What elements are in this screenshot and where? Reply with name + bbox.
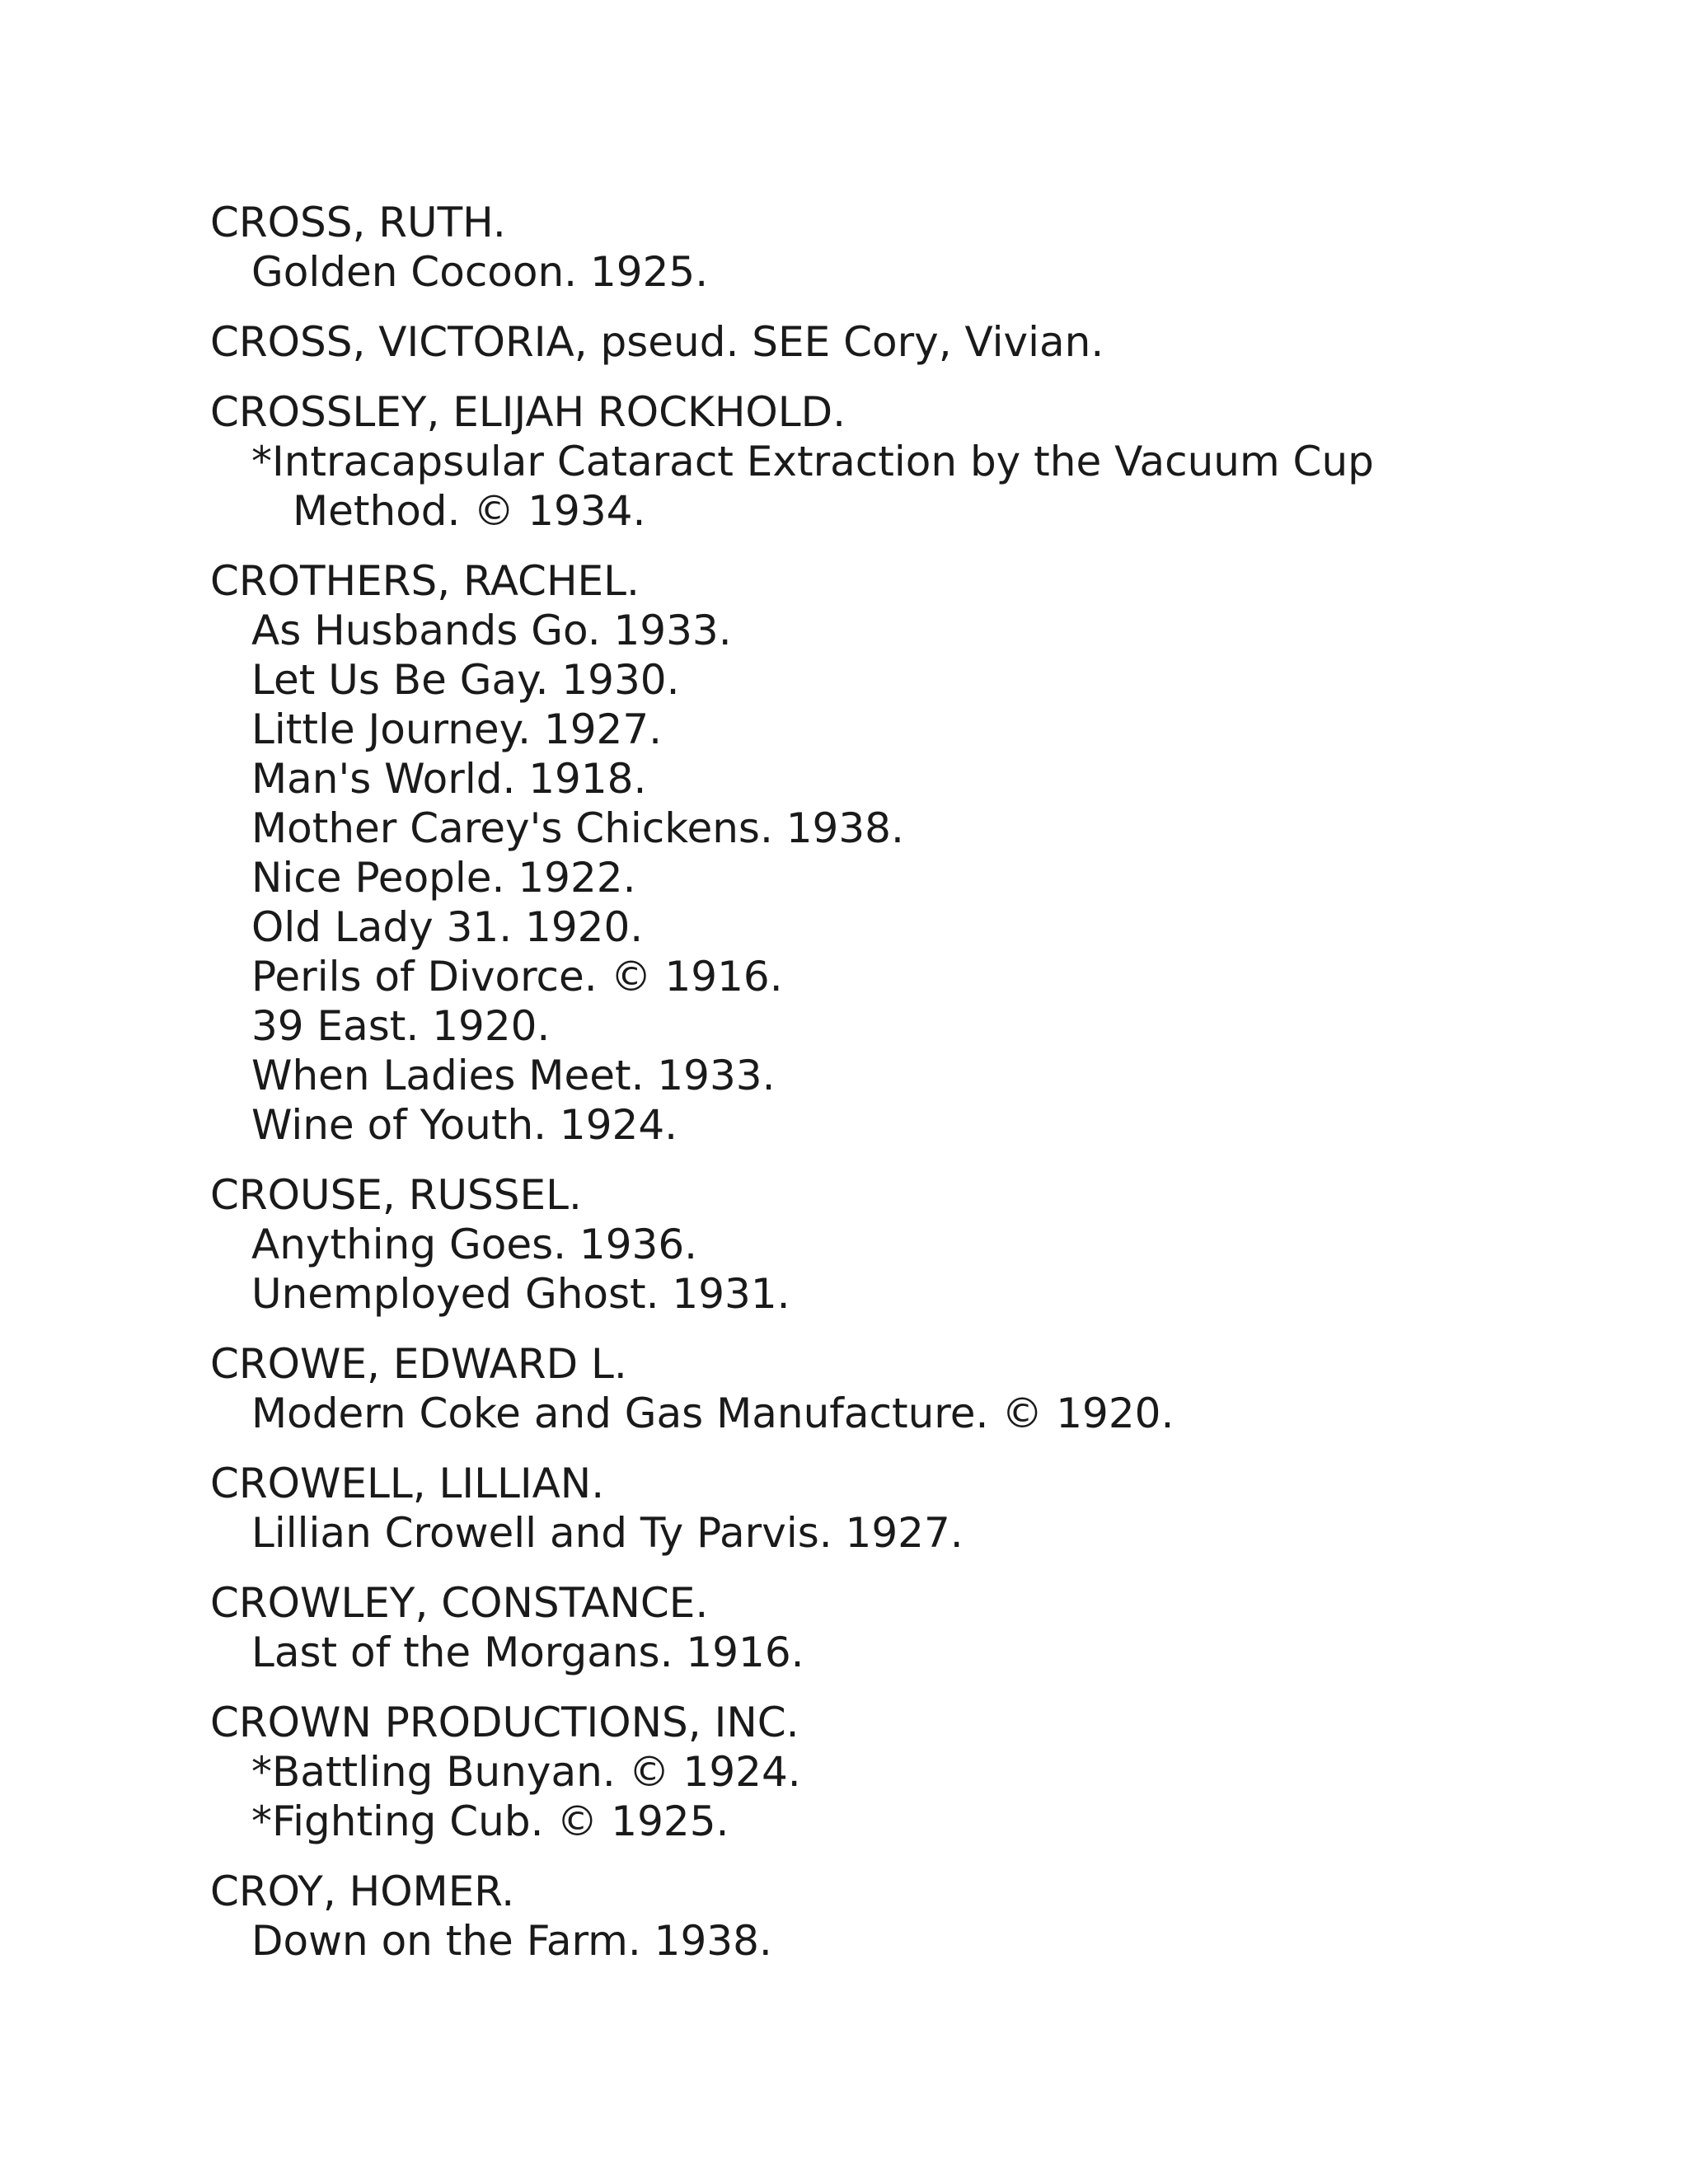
work-title: Unemployed Ghost. 1931. xyxy=(251,1270,790,1318)
work-list xyxy=(210,1747,1496,1846)
author-heading: CROSS, VICTORIA, pseud. SEE Cory, Vivian. xyxy=(210,318,1104,366)
work-list xyxy=(210,1628,1496,1677)
work-title: *Intracapsular Cataract Extraction by the Vacuum Cup Method. © 1934. xyxy=(251,438,1374,535)
author-heading: CROWLEY, CONSTANCE. xyxy=(210,1579,709,1627)
work-list xyxy=(210,1508,1496,1558)
author-entry xyxy=(210,387,1496,536)
author-entry xyxy=(210,1339,1496,1438)
work-list xyxy=(210,1916,1496,1966)
work-title: Old Lady 31. 1920. xyxy=(251,903,644,951)
work-title: 39 East. 1920. xyxy=(251,1002,551,1050)
work-title: *Battling Bunyan. © 1924. xyxy=(251,1748,801,1796)
author-entry xyxy=(210,1578,1496,1677)
work-title: Anything Goes. 1936. xyxy=(251,1221,698,1268)
work-title: When Ladies Meet. 1933. xyxy=(251,1052,776,1099)
work-title: Let Us Be Gay. 1930. xyxy=(251,656,680,704)
author-heading: CROWN PRODUCTIONS, INC. xyxy=(210,1699,799,1746)
work-title: Little Journey. 1927. xyxy=(251,705,663,753)
author-heading: CROY, HOMER. xyxy=(210,1868,515,1915)
author-heading: CROSS, RUTH. xyxy=(210,199,506,246)
author-entry xyxy=(210,1867,1496,1966)
work-title: Perils of Divorce. © 1916. xyxy=(251,953,783,1001)
work-title: Man's World. 1918. xyxy=(251,755,647,803)
author-entry-list xyxy=(210,198,1496,1986)
work-list xyxy=(210,247,1496,297)
work-title: As Husbands Go. 1933. xyxy=(251,607,732,654)
work-list xyxy=(210,1389,1496,1438)
author-heading: CROWE, EDWARD L. xyxy=(210,1340,627,1388)
author-entry xyxy=(210,1698,1496,1846)
author-heading: CROUSE, RUSSEL. xyxy=(210,1171,582,1219)
author-heading: CROSSLEY, ELIJAH ROCKHOLD. xyxy=(210,388,846,436)
work-title: Golden Cocoon. 1925. xyxy=(251,248,709,296)
author-heading: CROWELL, LILLIAN. xyxy=(210,1460,605,1507)
work-list xyxy=(210,1220,1496,1319)
work-list xyxy=(210,606,1496,1150)
work-title: Lillian Crowell and Ty Parvis. 1927. xyxy=(251,1509,964,1557)
work-title: Down on the Farm. 1938. xyxy=(251,1917,772,1965)
work-title: Nice People. 1922. xyxy=(251,854,636,902)
author-heading: CROTHERS, RACHEL. xyxy=(210,557,640,605)
work-title: Mother Carey's Chickens. 1938. xyxy=(251,804,904,852)
work-list xyxy=(210,437,1496,536)
work-title: Last of the Morgans. 1916. xyxy=(251,1629,804,1676)
author-entry xyxy=(210,317,1496,367)
work-title: Modern Coke and Gas Manufacture. © 1920. xyxy=(251,1390,1175,1437)
author-entry xyxy=(210,556,1496,1150)
work-title: Wine of Youth. 1924. xyxy=(251,1101,678,1149)
work-title: *Fighting Cub. © 1925. xyxy=(251,1797,729,1845)
author-entry xyxy=(210,198,1496,297)
author-entry xyxy=(210,1459,1496,1558)
author-entry xyxy=(210,1170,1496,1319)
